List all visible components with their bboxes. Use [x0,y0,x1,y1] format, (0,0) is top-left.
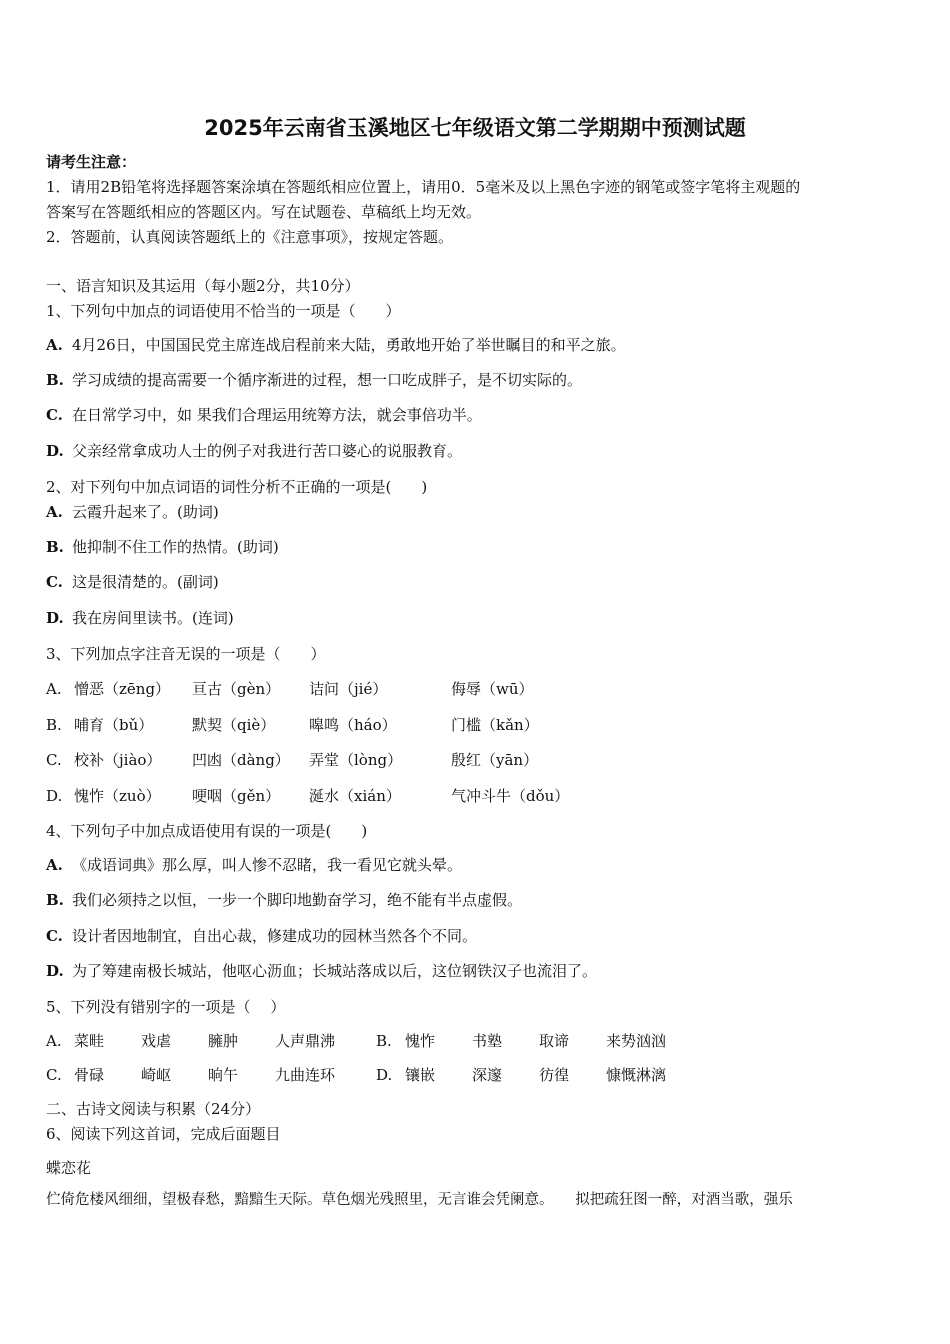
option-item: 臃肿 [208,1032,239,1050]
q2-option-c[interactable] [46,572,219,592]
poem-line: 伫倚危楼风细细，望极春愁，黯黯生天际。草色烟光残照里，无言谁会凭阑意。 拟把疏狂图一醉，对酒当歌，强乐 [46,1192,793,1208]
option-item: 慷慨淋漓 [606,1066,667,1084]
option-item: 哽咽（gěn） [192,787,281,805]
option-item: 书塾 [472,1032,503,1050]
option-text: 父亲经常拿成功人士的例子对我进行苦口婆心的说服教育。 [72,442,463,460]
option-label: C. [46,573,63,591]
q2-option-a[interactable] [46,502,219,522]
notice-line-1b: 答案写在答题纸相应的答题区内。写在试题卷、草稿纸上均无效。 [46,203,482,221]
option-label: A. [46,856,63,874]
option-item: 涎水（xián） [309,787,401,805]
option-item: 诘问（jié） [309,680,388,698]
q2-option-b[interactable] [46,537,279,557]
option-label: D. [46,787,63,805]
option-label: A. [46,336,63,354]
option-item: 镶嵌 [405,1066,436,1084]
option-text: 他抑制不住工作的热情。(助词) [72,538,279,556]
q1-stem: 1、下列句中加点的词语使用不恰当的一项是（ ） [46,302,401,320]
option-label: D. [46,962,64,980]
option-label: B. [46,538,64,556]
option-item: 凹凼（dàng） [192,751,290,769]
option-item: 殷红（yān） [451,751,539,769]
q2-option-d[interactable] [46,608,234,628]
option-text: 《成语词典》那么厚，叫人惨不忍睹，我一看见它就头晕。 [72,856,463,874]
option-item: 骨碌 [74,1066,105,1084]
option-item: 校补（jiào） [74,751,162,769]
q1-option-c[interactable] [46,405,482,425]
option-label: A. [46,503,63,521]
option-item: 崎岖 [141,1066,172,1084]
notice-line-2: 2．答题前，认真阅读答题纸上的《注意事项》，按规定答题。 [46,228,454,246]
option-text: 我们必须持之以恒，一步一个脚印地勤奋学习，绝不能有半点虚假。 [72,891,523,909]
q4-option-c[interactable] [46,926,477,946]
q1-option-d[interactable] [46,441,462,461]
option-item: 菜畦 [74,1032,105,1050]
page-title: 2025年云南省玉溪地区七年级语文第二学期期中预测试题 [204,116,746,140]
option-label: B. [46,716,62,734]
q4-option-a[interactable] [46,855,462,875]
option-item: 愧怍（zuò） [74,787,161,805]
option-item: 弄堂（lòng） [309,751,403,769]
q5-option-c-label[interactable]: C. [46,1066,62,1084]
option-item: 深邃 [472,1066,503,1084]
option-label: B. [46,371,64,389]
option-text: 我在房间里读书。(连词) [72,609,234,627]
option-label: A. [46,680,62,698]
option-text: 这是很清楚的。(副词) [72,573,219,591]
option-item: 侮辱（wū） [451,680,534,698]
option-item: 取谛 [539,1032,570,1050]
q5-option-a-label[interactable]: A. [46,1032,62,1050]
option-text: 4月26日，中国国民党主席连战启程前来大陆，勇敢地开始了举世瞩目的和平之旅。 [72,336,626,354]
notice-heading: 请考生注意： [46,153,137,171]
option-item: 愧怍 [405,1032,436,1050]
poem-title: 蝶恋花 [46,1159,92,1177]
option-item: 亘古（gèn） [192,680,281,698]
q4-option-d[interactable] [46,961,597,981]
option-text: 设计者因地制宜，自出心裁，修建成功的园林当然各个不同。 [72,927,478,945]
option-text: 学习成绩的提高需要一个循序渐进的过程，想一口吃成胖子，是不切实际的。 [72,371,583,389]
option-label: D. [46,609,64,627]
option-text: 在日常学习中，如 果我们合理运用统筹方法，就会事倍功半。 [72,406,482,424]
notice-line-1a: 1．请用2B铅笔将选择题答案涂填在答题纸相应位置上，请用0．5毫米及以上黑色字迹的钢笔或签字笔将主观题的 [46,178,801,196]
q5-option-d-label[interactable]: D. [376,1066,393,1084]
q1-option-a[interactable] [46,335,626,355]
option-item: 气冲斗牛（dǒu） [451,787,570,805]
q5-stem: 5、下列没有错别字的一项是（ ） [46,998,286,1016]
option-item: 九曲连环 [275,1066,336,1084]
option-item: 彷徨 [539,1066,570,1084]
q3-stem: 3、下列加点字注音无误的一项是（ ） [46,645,326,663]
section-1-heading: 一、语言知识及其运用（每小题2分，共10分） [46,277,360,295]
option-label: C. [46,751,62,769]
option-label: D. [46,442,64,460]
option-item: 晌午 [208,1066,239,1084]
q4-stem: 4、下列句子中加点成语使用有误的一项是( ) [46,822,368,840]
q2-stem: 2、对下列句中加点词语的词性分析不正确的一项是( ) [46,478,428,496]
q4-option-b[interactable] [46,890,522,910]
option-item: 嗥鸣（háo） [309,716,397,734]
option-text: 云霞升起来了。(助词) [72,503,219,521]
section-2-heading: 二、古诗文阅读与积累（24分） [46,1100,261,1118]
option-label: C. [46,927,63,945]
option-item: 憎恶（zēng） [74,680,171,698]
q6-stem: 6、阅读下列这首词，完成后面题目 [46,1125,281,1143]
option-item: 人声鼎沸 [275,1032,336,1050]
option-item: 戏虐 [141,1032,172,1050]
q5-option-b-label[interactable]: B. [376,1032,392,1050]
q1-option-b[interactable] [46,370,582,390]
option-item: 哺育（bǔ） [74,716,154,734]
option-item: 默契（qiè） [192,716,276,734]
option-label: B. [46,891,64,909]
option-text: 为了筹建南极长城站，他呕心沥血；长城站落成以后，这位钢铁汉子也流泪了。 [72,962,598,980]
option-label: C. [46,406,63,424]
option-item: 来势汹汹 [606,1032,667,1050]
option-item: 门槛（kǎn） [451,716,539,734]
